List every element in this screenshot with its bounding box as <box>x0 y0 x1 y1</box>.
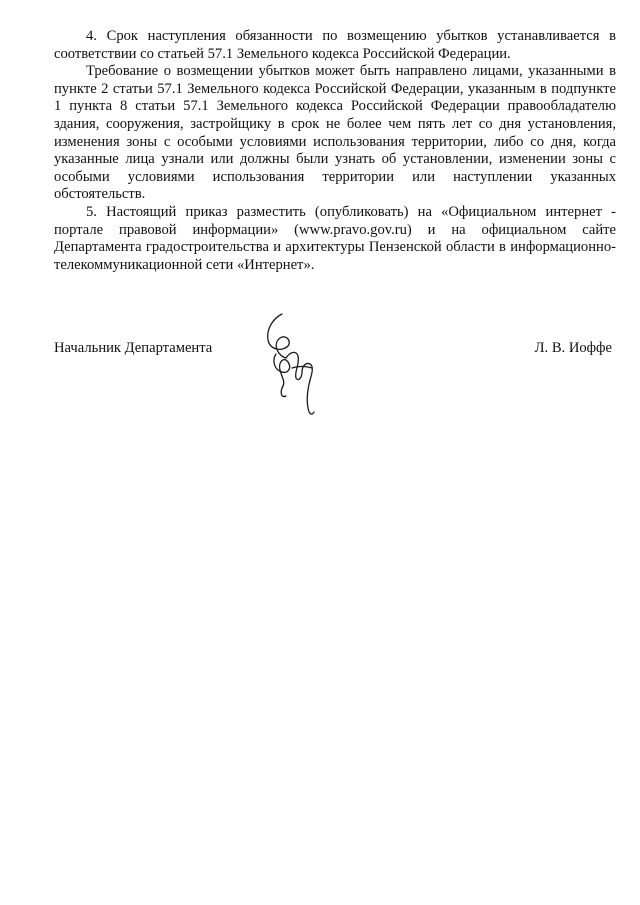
signatory-name: Л. В. Иоффе <box>534 340 612 356</box>
paragraph-item-5: 5. Настоящий приказ разместить (опубликовать) на «Официальном интернет - портале правовой информации» (www.pravo.gov.ru) и на официальном сайте Департамента градостроительства и архитектуры Пензенской области в информационно-телекоммуникационной сети «Интернет». <box>54 203 616 273</box>
handwritten-signature <box>252 308 328 420</box>
signature-block <box>54 340 616 364</box>
paragraph-damages-claim: Требование о возмещении убытков может быть направлено лицами, указанными в пункте 2 статьи 57.1 Земельного кодекса Российской Федерации, указанным в подпункте 1 пункта 8 статьи 57.1 Земельного кодекса Российской Федерации правообладателю здания, сооружения, застройщику в срок не более чем пять лет со дня установления, изменения зоны с особыми условиями использования территории, либо со дня, когда указанные лица узнали или должны были узнать об установлении, изменении зоны с особыми условиями использования территории или наступлении указанных обстоятельств. <box>54 63 616 203</box>
signatory-position: Начальник Департамента <box>54 340 213 356</box>
document-body <box>54 28 616 274</box>
paragraph-item-4: 4. Срок наступления обязанности по возмещению убытков устанавливается в соответствии со статьей 57.1 Земельного кодекса Российской Федерации. <box>54 28 616 62</box>
